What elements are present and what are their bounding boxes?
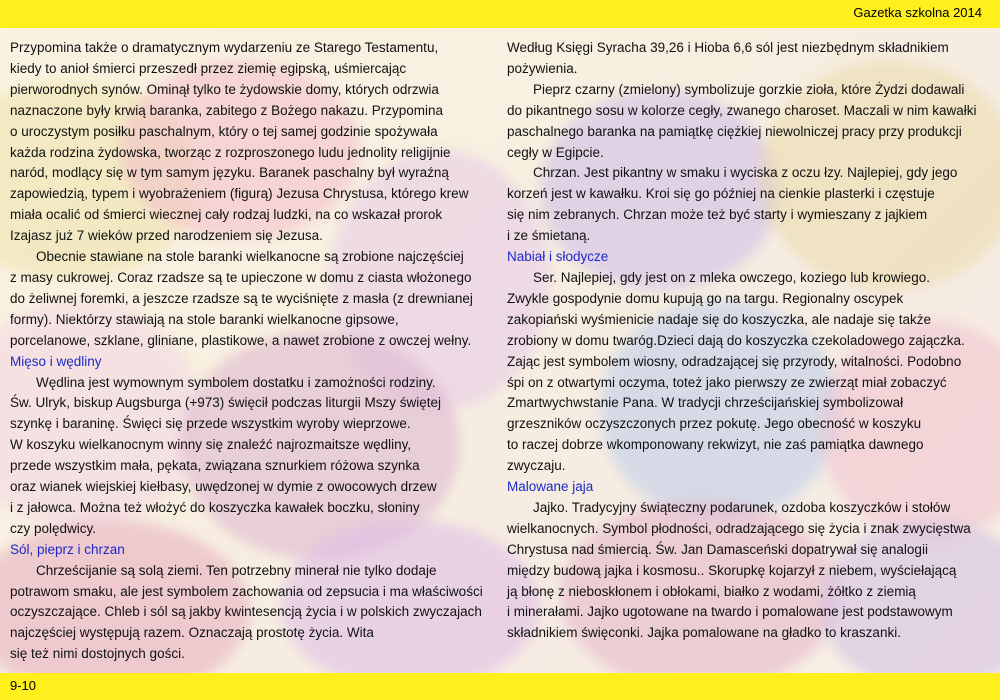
text-line: cegły w Egipcie. xyxy=(507,144,604,160)
text-line: porcelanowe, szklane, gliniane, plastikowe, a nawet zrobione z owczej wełny. xyxy=(10,332,472,348)
text-line: między budową jajka i kosmosu.. Skorupkę kojarzył z niebem, wyściełającą xyxy=(507,562,957,578)
text-line: Obecnie stawiane na stole baranki wielkanocne są zrobione najczęściej xyxy=(36,249,464,265)
text-line: oczyszczające. Chleb i sól są jakby kwintesencją życia i w polskich zwyczajach xyxy=(10,604,482,620)
text-line: W koszyku wielkanocnym winny się znaleźć najrozmaitsze wędliny, xyxy=(10,437,412,453)
left-column xyxy=(10,38,498,665)
text-line: Chrześcijanie są solą ziemi. Ten potrzebny minerał nie tylko dodaje xyxy=(36,562,437,578)
text-line: Zając jest symbolem wiosny, odradzającej się przyrody, witalności. Podobno xyxy=(507,353,962,369)
paragraph-pepper xyxy=(507,80,994,164)
text-line: czy polędwicy. xyxy=(10,520,97,536)
text-line: Chrzan. Jest pikantny w smaku i wyciska z oczu łzy. Najlepiej, gdy jego xyxy=(533,165,958,181)
text-line: szynkę i baraninę. Święci się przede wszystkim wyroby wieprzowe. xyxy=(10,416,411,432)
text-line: formy). Niektórzy stawiają na stole baranki wielkanocne gipsowe, xyxy=(10,311,399,327)
text-line: Ser. Najlepiej, gdy jest on z mleka owczego, koziego lub krowiego. xyxy=(533,269,930,285)
text-line: miała ocalić od śmierci wiecznej cały rodzaj ludzki, na co wskazał prorok xyxy=(10,207,443,223)
paragraph-meat xyxy=(10,373,498,540)
text-line: Pieprz czarny (zmielony) symbolizuje gorzkie zioła, które Żydzi dodawali xyxy=(533,81,965,97)
text-line: każda rodzina żydowska, tworząc z rozproszonego ludu jednolity religijnie xyxy=(10,144,451,160)
text-line: do pikantnego sosu w kolorze cegły, zwanego charoset. Maczali w nim kawałki xyxy=(507,102,977,118)
paragraph-eggs xyxy=(507,498,994,644)
text-line: składnikiem święconki. Jajka pomalowane na gładko to kraszanki. xyxy=(507,625,901,641)
text-line: kiedy to anioł śmierci przeszedł przez ziemię egipską, uśmiercając xyxy=(10,60,407,76)
text-line: paschalnego baranka na pamiątkę ciężkiej niewolniczej pracy przy produkcji xyxy=(507,123,962,139)
heading-salt-pepper: Sól, pieprz i chrzan xyxy=(10,541,125,557)
paragraph-horseradish xyxy=(507,163,994,247)
text-line: Św. Ulryk, biskup Augsburga (+973) święcił podczas liturgii Mszy świętej xyxy=(10,395,442,411)
text-line: zakopiański wyśmienicie nadaje się do koszyczka, ale nadaje się także xyxy=(507,311,931,327)
right-column xyxy=(507,38,994,644)
text-line: grzeszników oczyszczonych przez pokutę. Jego obecność w koszyku xyxy=(507,416,922,432)
paragraph-paschal-lamb xyxy=(10,38,498,247)
page-numbers: 9-10 xyxy=(10,678,37,693)
text-line: śpi on z otwartymi oczyma, toteż jako pierwszy ze zwierząt miał zobaczyć xyxy=(507,374,947,390)
text-line: zrobiony w domu twaróg.Dzieci dają do koszyczka czekoladowego zajączka. xyxy=(507,332,965,348)
text-line: Izajasz już 7 wieków przed narodzeniem się Jezusa. xyxy=(10,228,323,244)
heading-meat: Mięso i wędliny xyxy=(10,353,102,369)
text-line: zapowiedzią, typem i wyobrażeniem (figurą) Jezusa Chrystusa, którego krew xyxy=(10,186,469,202)
paragraph-cheese xyxy=(507,268,994,477)
text-line: Według Księgi Syracha 39,26 i Hioba 6,6 sól jest niezbędnym składnikiem xyxy=(507,40,949,55)
text-line: przede wszystkim mała, pękata, związana sznurkiem różowa szynka xyxy=(10,458,420,474)
text-line: z masy cukrowej. Coraz rzadsze są te upieczone w domu z ciasta włożonego xyxy=(10,269,472,285)
paragraph-salt-scripture xyxy=(507,38,994,80)
text-line: i minerałami. Jajko ugotowane na twardo i pomalowane jest podstawowym xyxy=(507,604,953,620)
text-line: naród, modlący się w tym samym języku. Baranek paschalny był wyraźną xyxy=(10,165,449,181)
text-line: Zwykle gospodynie domu kupują go na targu. Regionalny oscypek xyxy=(507,290,904,306)
text-line: do żeliwnej foremki, a jeszcze rzadsze są te wyciśnięte z masła (z drewnianej xyxy=(10,290,473,306)
paragraph-salt xyxy=(10,561,498,666)
heading-dairy: Nabiał i słodycze xyxy=(507,249,609,265)
text-line: Jajko. Tradycyjny świąteczny podarunek, ozdoba koszyczków i stołów xyxy=(533,499,951,515)
text-line: Przypomina także o dramatycznym wydarzeniu ze Starego Testamentu, xyxy=(10,40,439,55)
text-line: o uroczystym posiłku paschalnym, który o tej samej godzinie spożywała xyxy=(10,123,438,139)
text-line: naznaczone były krwią baranka, zabitego z Bożego nakazu. Przypomina xyxy=(10,102,443,118)
text-line: się też nimi dostojnych gości. xyxy=(10,646,185,662)
text-line: potrawom smaku, ale jest symbolem zachowania od zepsucia i ma właściwości xyxy=(10,583,483,599)
text-line: i ze śmietaną. xyxy=(507,228,591,244)
text-line: korzeń jest w kawałku. Kroi się go później na cienkie plasterki i częstuje xyxy=(507,186,935,202)
text-line: pożywienia. xyxy=(507,60,578,76)
paragraph-easter-lambs xyxy=(10,247,498,352)
footer-bar xyxy=(0,673,1000,700)
text-line: i z jałowca. Można też włożyć do koszyczka kawałek boczku, słoniny xyxy=(10,499,420,515)
text-line: Chrystusa nad śmiercią. Św. Jan Damasceński dopatrywał się analogii xyxy=(507,541,928,557)
header-bar xyxy=(0,0,1000,28)
newsletter-title: Gazetka szkolna 2014 xyxy=(853,5,982,20)
text-line: pierworodnych synów. Ominął tylko te żydowskie domy, których odrzwia xyxy=(10,81,439,97)
text-line: ją błonę z nieboskłonem i obłokami, białko z wodami, żółtko z ziemią xyxy=(507,583,916,599)
text-line: to raczej dobrze wkomponowany rekwizyt, nie zaś pamiątka dawnego xyxy=(507,437,924,453)
text-line: zwyczaju. xyxy=(507,458,566,474)
text-line: się nim zebranych. Chrzan może też być starty i wymieszany z jajkiem xyxy=(507,207,928,223)
text-line: Zmartwychwstanie Pana. W tradycji chrześcijańskiej symbolizował xyxy=(507,395,904,411)
text-line: wielkanocnych. Symbol płodności, odradzającego się życia i znak zwycięstwa xyxy=(507,520,971,536)
text-line: najczęściej występują razem. Oznaczają prostotę życia. Wita xyxy=(10,625,374,641)
text-line: Wędlina jest wymownym symbolem dostatku i zamożności rodziny. xyxy=(36,374,436,390)
text-line: oraz wianek wiejskiej kiełbasy, uwędzonej w dymie z owocowych drzew xyxy=(10,479,437,495)
heading-painted-eggs: Malowane jaja xyxy=(507,479,594,495)
